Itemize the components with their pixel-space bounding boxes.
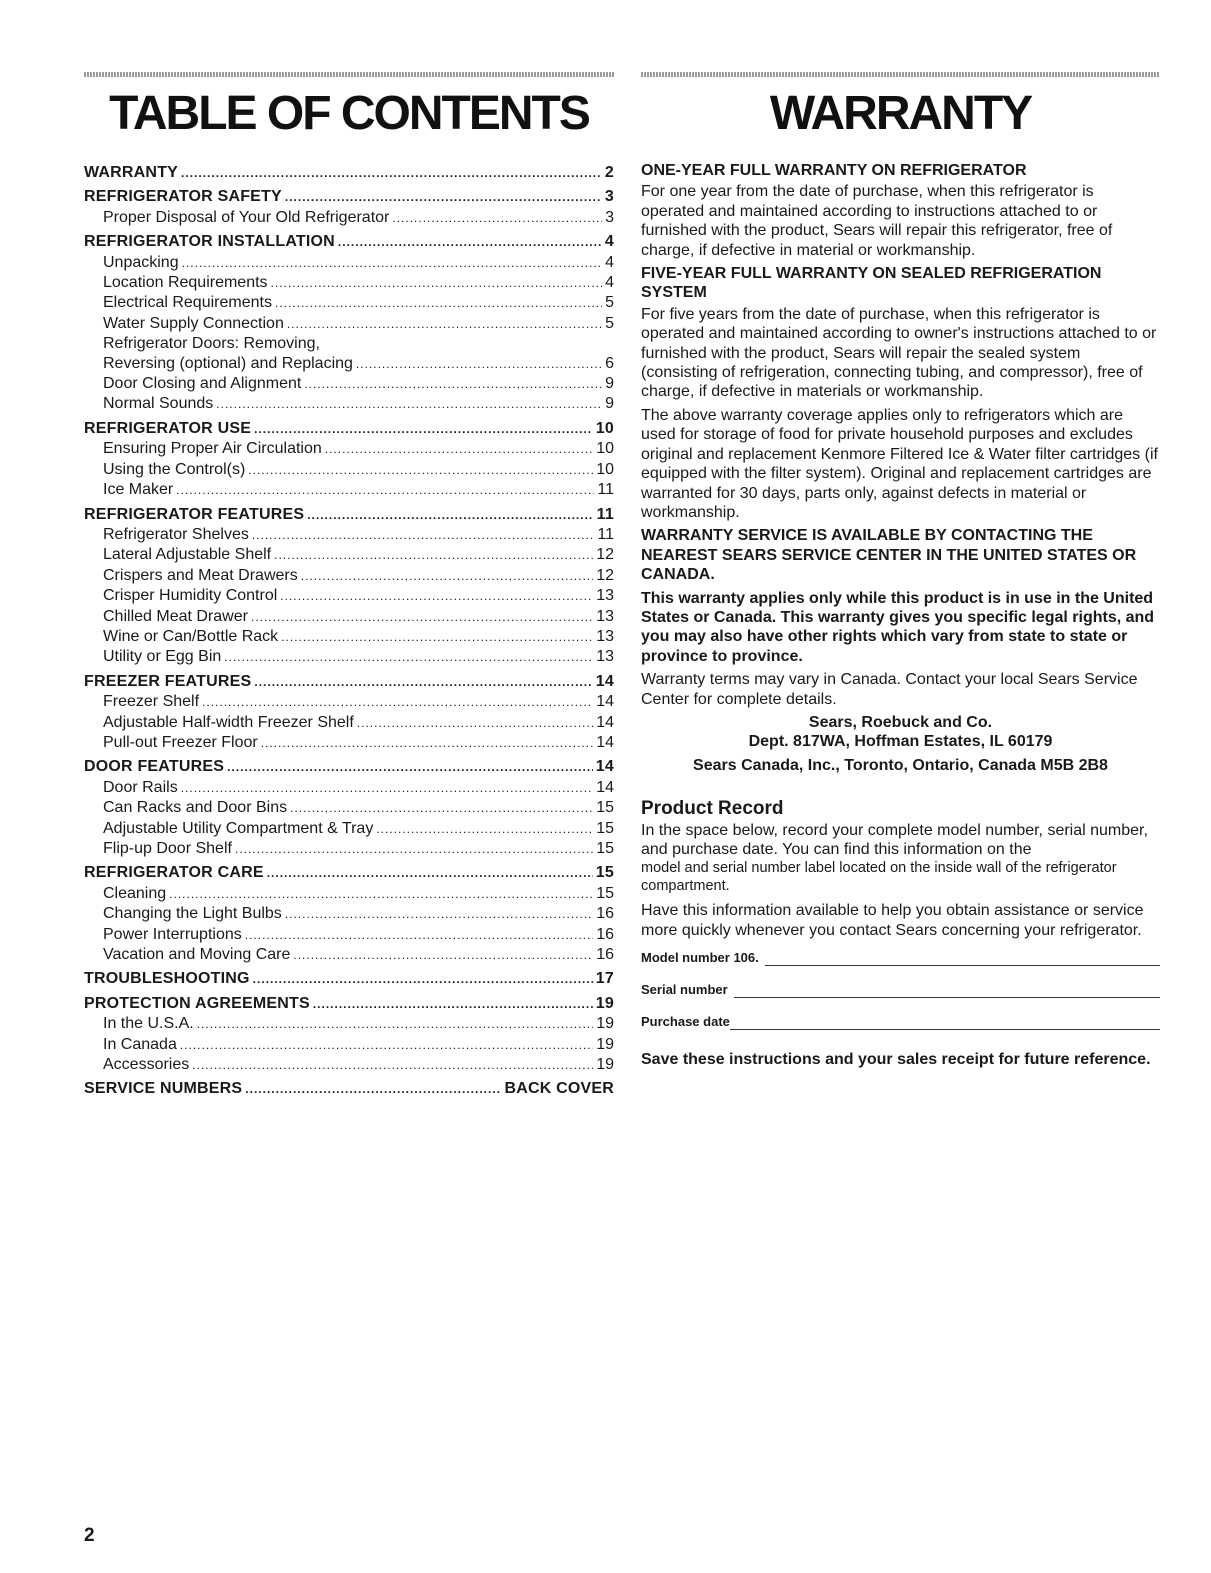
- toc-page-number: 19: [596, 1035, 614, 1053]
- toc-page-number: 14: [595, 758, 614, 776]
- toc-entry-title: Door Closing and Alignment: [103, 375, 302, 393]
- toc-page-number: 16: [596, 905, 614, 923]
- address-line-2: Dept. 817WA, Hoffman Estates, IL 60179: [748, 733, 1053, 751]
- dot-leader: [293, 945, 593, 965]
- toc-page-number: 11: [597, 525, 614, 543]
- dot-leader: [254, 672, 592, 692]
- toc-entry-title: DOOR FEATURES: [84, 758, 225, 776]
- dot-leader: [227, 757, 593, 777]
- dot-leader: [251, 607, 593, 627]
- toc-entry-title: Vacation and Moving Care: [103, 946, 291, 964]
- toc-sub-entry[interactable]: [84, 374, 614, 394]
- purchase-date-label: Purchase date: [641, 1014, 730, 1030]
- product-record-intro: In the space below, record your complete model number, serial number, and purchase date. You can find this information on the: [641, 821, 1148, 858]
- toc-sub-entry[interactable]: [84, 733, 614, 753]
- toc-entry-title: Adjustable Half-width Freezer Shelf: [103, 713, 354, 731]
- toc-entry-title: Chilled Meat Drawer: [103, 607, 248, 625]
- dot-leader: [307, 505, 593, 525]
- toc-page-number: 15: [596, 840, 614, 857]
- serial-number-line[interactable]: [734, 985, 1160, 998]
- dot-leader: [267, 863, 593, 883]
- rights-text: This warranty applies only while this product is in use in the United States or Canada. This warranty gives you specific legal rights, and you may also have other rights which vary from state to state or province to province.: [641, 589, 1155, 665]
- toc-section-entry[interactable]: [84, 757, 614, 777]
- toc-entry-title: Refrigerator Shelves: [103, 525, 249, 543]
- serial-number-label: Serial number: [641, 982, 728, 998]
- toc-section-entry[interactable]: [84, 187, 614, 207]
- dot-leader: [182, 253, 602, 273]
- save-instructions: Save these instructions and your sales receipt for future reference.: [641, 1051, 1151, 1069]
- dot-leader: [169, 884, 593, 904]
- service-heading: WARRANTY SERVICE IS AVAILABLE BY CONTACTING THE NEAREST SEARS SERVICE CENTER IN THE UNITED STATES OR CANADA.: [641, 527, 1137, 584]
- toc-sub-entry[interactable]: [84, 819, 614, 839]
- toc-section-entry[interactable]: [84, 163, 614, 183]
- toc-page-number: 11: [597, 481, 614, 499]
- toc-sub-entry[interactable]: [84, 525, 614, 545]
- toc-entry-title: Lateral Adjustable Shelf: [103, 546, 272, 564]
- dot-leader: [197, 1014, 593, 1034]
- toc-section-entry[interactable]: [84, 419, 614, 439]
- toc-page-number: 10: [596, 440, 614, 458]
- address-line-1: Sears, Roebuck and Co.: [808, 713, 993, 731]
- canada-terms: Warranty terms may vary in Canada. Contact your local Sears Service Center for complete details.: [641, 671, 1138, 708]
- toc-sub-entry[interactable]: [84, 692, 614, 712]
- toc-entry-title: Unpacking: [103, 253, 179, 271]
- dot-leader: [281, 627, 593, 647]
- dot-leader: [376, 819, 593, 839]
- toc-page-number: 19: [595, 994, 614, 1012]
- serial-number-field[interactable]: [641, 982, 1160, 998]
- page-number: 2: [84, 1525, 95, 1546]
- toc-entry-title: Wine or Can/Bottle Rack: [103, 627, 279, 645]
- toc-page-number: 14: [595, 672, 614, 690]
- toc-sub-entry[interactable]: [84, 480, 614, 500]
- model-number-line[interactable]: [765, 953, 1160, 966]
- toc-page-number: 9: [605, 395, 614, 413]
- dotted-rule: [84, 72, 614, 77]
- dot-leader: [287, 314, 602, 334]
- toc-page-number: 3: [604, 188, 614, 206]
- toc-section-entry[interactable]: [84, 232, 614, 252]
- toc-entry-title: Ice Maker: [103, 481, 174, 499]
- toc-entry-title: Using the Control(s): [103, 460, 246, 478]
- toc-entry-title: Proper Disposal of Your Old Refrigerator: [103, 208, 390, 226]
- toc-page-number: 12: [596, 566, 614, 584]
- toc-page-number: 9: [605, 375, 614, 393]
- toc-page-number: 14: [596, 778, 614, 796]
- product-record-help: Have this information available to help you obtain assistance or service more quickly whenever you contact Sears concerning your refrigerator.: [641, 902, 1144, 939]
- one-year-heading: ONE-YEAR FULL WARRANTY ON REFRIGERATOR: [641, 162, 1027, 179]
- toc-entry-title: Crisper Humidity Control: [103, 587, 278, 605]
- toc-page-number: 15: [596, 799, 614, 817]
- dot-leader: [216, 394, 602, 414]
- toc-entry-title: Electrical Requirements: [103, 294, 272, 312]
- toc-sub-entry[interactable]: [84, 394, 614, 414]
- dot-leader: [338, 232, 602, 252]
- toc-page-number: 14: [596, 733, 614, 751]
- dot-leader: [180, 1035, 593, 1055]
- toc-entry-title: TROUBLESHOOTING: [84, 970, 250, 988]
- toc-entry-title: Crispers and Meat Drawers: [103, 566, 298, 584]
- dot-leader: [301, 566, 593, 586]
- toc-sub-entry[interactable]: [84, 778, 614, 798]
- product-record-intro-small: model and serial number label located on the inside wall of the refrigerator compartment.: [641, 860, 1117, 895]
- model-number-label: Model number 106.: [641, 950, 759, 966]
- table-of-contents: [84, 72, 614, 1100]
- purchase-date-line[interactable]: [730, 1017, 1160, 1030]
- dot-leader: [202, 692, 593, 712]
- dot-leader: [181, 163, 602, 183]
- toc-sub-entry[interactable]: [84, 884, 614, 904]
- dot-leader: [261, 733, 593, 753]
- toc-section-entry[interactable]: [84, 1079, 614, 1099]
- toc-title: TABLE OF CONTENTS: [109, 87, 589, 140]
- toc-entry-title: PROTECTION AGREEMENTS: [84, 994, 310, 1012]
- toc-page-number: 13: [596, 587, 614, 605]
- toc-page-number: 10: [595, 419, 614, 437]
- toc-sub-entry[interactable]: [84, 713, 614, 733]
- toc-section-entry[interactable]: [84, 505, 614, 525]
- toc-page-number: 19: [596, 1015, 614, 1033]
- toc-entry-title: Water Supply Connection: [103, 314, 284, 332]
- toc-sub-entry[interactable]: [84, 607, 614, 627]
- dot-leader: [357, 713, 593, 733]
- toc-page-number: 14: [596, 713, 614, 731]
- toc-page-number: 13: [596, 607, 614, 625]
- toc-entry-title: REFRIGERATOR INSTALLATION: [84, 233, 335, 251]
- dot-leader: [285, 187, 602, 207]
- toc-sub-entry[interactable]: [84, 647, 614, 667]
- toc-section-entry[interactable]: [84, 672, 614, 692]
- toc-page-number: 3: [605, 208, 614, 226]
- toc-sub-entry[interactable]: [84, 334, 614, 353]
- toc-sub-entry[interactable]: [84, 798, 614, 818]
- toc-entry-title: REFRIGERATOR CARE: [84, 864, 264, 882]
- toc-page-number: 6: [605, 354, 614, 372]
- toc-page-number: 16: [596, 946, 614, 964]
- dot-leader: [176, 480, 594, 500]
- toc-page-number: 4: [605, 253, 614, 271]
- warranty-title: WARRANTY: [769, 87, 1032, 140]
- toc-sub-entry[interactable]: [84, 208, 614, 228]
- toc-sub-entry[interactable]: [84, 904, 614, 924]
- toc-sub-entry[interactable]: [84, 627, 614, 647]
- toc-entry-title: Freezer Shelf: [103, 693, 200, 711]
- toc-entry-title: Door Rails: [103, 778, 178, 796]
- dot-leader: [325, 439, 593, 459]
- toc-sub-entry[interactable]: [84, 1035, 614, 1055]
- dot-leader: [274, 545, 593, 565]
- toc-page-number: 12: [596, 546, 614, 564]
- toc-entry-title: Cleaning: [103, 884, 167, 902]
- toc-page-number: 13: [596, 627, 614, 645]
- toc-entry-title: Utility or Egg Bin: [103, 648, 222, 666]
- toc-page-number: 19: [596, 1056, 614, 1074]
- dot-leader: [224, 647, 593, 667]
- dot-leader: [181, 778, 594, 798]
- toc-entry-title: FREEZER FEATURES: [84, 672, 252, 690]
- dot-leader: [290, 798, 593, 818]
- toc-page-number: 4: [604, 233, 614, 251]
- address-line-3: Sears Canada, Inc., Toronto, Ontario, Canada M5B 2B8: [693, 756, 1108, 774]
- dot-leader: [313, 994, 593, 1014]
- toc-page-number: 15: [596, 884, 614, 902]
- toc-page-number: BACK COVER: [504, 1080, 614, 1098]
- toc-entry-title: REFRIGERATOR SAFETY: [84, 188, 282, 206]
- warranty-column: [641, 72, 1160, 1086]
- product-record-title: Product Record: [641, 798, 784, 820]
- warranty-body: [641, 161, 1160, 1070]
- toc-page-number: 13: [596, 648, 614, 666]
- toc-sub-entry[interactable]: [84, 439, 614, 459]
- toc-section-entry[interactable]: [84, 969, 614, 989]
- toc-sub-entry[interactable]: [84, 586, 614, 606]
- toc-section-entry[interactable]: [84, 994, 614, 1014]
- dot-leader: [304, 374, 602, 394]
- dot-leader: [275, 293, 602, 313]
- coverage-text: The above warranty coverage applies only to refrigerators which are used for storage of food for private household purposes and excludes original and replacement Kenmore Filtered Ice & Water filter cartridges (if equipped with the filter system). Original and replacement cartridges are warranted for 30 days, parts only, against defects in material or workmanship.: [641, 406, 1158, 521]
- toc-sub-entry[interactable]: [84, 253, 614, 273]
- dot-leader: [392, 208, 602, 228]
- toc-entry-title: Refrigerator Doors: Removing,: [103, 335, 320, 353]
- toc-sub-entry[interactable]: [84, 273, 614, 293]
- dot-leader: [271, 273, 603, 293]
- toc-sub-entry[interactable]: [84, 545, 614, 565]
- toc-entry-title: Changing the Light Bulbs: [103, 905, 282, 923]
- dot-leader: [356, 354, 602, 374]
- toc-entry-title: Can Racks and Door Bins: [103, 799, 288, 817]
- toc-page-number: 5: [605, 294, 614, 312]
- dot-leader: [280, 586, 593, 606]
- toc-sub-entry[interactable]: [84, 460, 614, 480]
- dot-leader: [253, 969, 593, 989]
- toc-entry-title: Pull-out Freezer Floor: [103, 733, 258, 751]
- dotted-rule: [641, 72, 1160, 77]
- one-year-text: For one year from the date of purchase, when this refrigerator is operated and maintained according to instructions attached to or furnished with the product, Sears will repair this refrigerator, free of charge, if defective in material or workmanship.: [641, 183, 1113, 259]
- toc-entry-title: In Canada: [103, 1035, 177, 1053]
- toc-sub-entry[interactable]: [84, 354, 614, 374]
- toc-entry-title: Adjustable Utility Compartment & Tray: [103, 819, 374, 837]
- toc-sub-entry[interactable]: [84, 1014, 614, 1034]
- toc-page-number: 14: [596, 693, 614, 711]
- toc-sub-entry[interactable]: [84, 293, 614, 313]
- toc-entry-title: Accessories: [103, 1056, 190, 1074]
- dot-leader: [235, 839, 593, 859]
- dot-leader: [192, 1055, 593, 1075]
- five-year-text: For five years from the date of purchase, when this refrigerator is operated and maintained according to owner's instructions attached to or furnished with the product, Sears will repair the sealed system (consisting of refrigeration, connecting tubing, and compressor), free of charge, if defective in materials or workmanship.: [641, 305, 1157, 401]
- dot-leader: [285, 904, 593, 924]
- toc-page-number: 16: [596, 925, 614, 943]
- toc-entry-title: Flip-up Door Shelf: [103, 840, 232, 857]
- toc-section-entry[interactable]: [84, 863, 614, 883]
- toc-list: [84, 163, 614, 1100]
- toc-entry-title: In the U.S.A.: [103, 1015, 194, 1033]
- toc-page-number: 17: [595, 970, 614, 988]
- toc-sub-entry[interactable]: [84, 566, 614, 586]
- dot-leader: [252, 525, 595, 545]
- toc-entry-title: Ensuring Proper Air Circulation: [103, 440, 322, 458]
- toc-sub-entry[interactable]: [84, 1055, 614, 1075]
- toc-entry-title: REFRIGERATOR USE: [84, 419, 252, 437]
- dot-leader: [248, 460, 593, 480]
- model-number-field[interactable]: [641, 950, 1160, 966]
- five-year-heading: FIVE-YEAR FULL WARRANTY ON SEALED REFRIGERATION SYSTEM: [641, 265, 1102, 302]
- toc-entry-title: Power Interruptions: [103, 925, 242, 943]
- toc-entry-title: WARRANTY: [84, 164, 179, 181]
- dot-leader: [245, 1079, 501, 1099]
- purchase-date-field[interactable]: [641, 1014, 1160, 1030]
- toc-page-number: 10: [596, 460, 614, 478]
- toc-page-number: 15: [596, 819, 614, 837]
- toc-page-number: 2: [604, 164, 614, 181]
- toc-page-number: 15: [595, 864, 614, 882]
- toc-page-number: 4: [605, 274, 614, 292]
- dot-leader: [245, 925, 593, 945]
- toc-entry-title: REFRIGERATOR FEATURES: [84, 505, 305, 523]
- dot-leader: [254, 419, 593, 439]
- toc-sub-entry[interactable]: [84, 314, 614, 334]
- toc-page-number: 11: [596, 505, 614, 523]
- toc-sub-entry[interactable]: [84, 925, 614, 945]
- toc-sub-entry[interactable]: [84, 945, 614, 965]
- toc-entry-title: Location Requirements: [103, 274, 268, 292]
- toc-sub-entry[interactable]: [84, 839, 614, 859]
- toc-entry-title: SERVICE NUMBERS: [84, 1080, 243, 1098]
- toc-entry-title: Reversing (optional) and Replacing: [103, 354, 353, 372]
- toc-page-number: 5: [605, 314, 614, 332]
- toc-entry-title: Normal Sounds: [103, 395, 214, 413]
